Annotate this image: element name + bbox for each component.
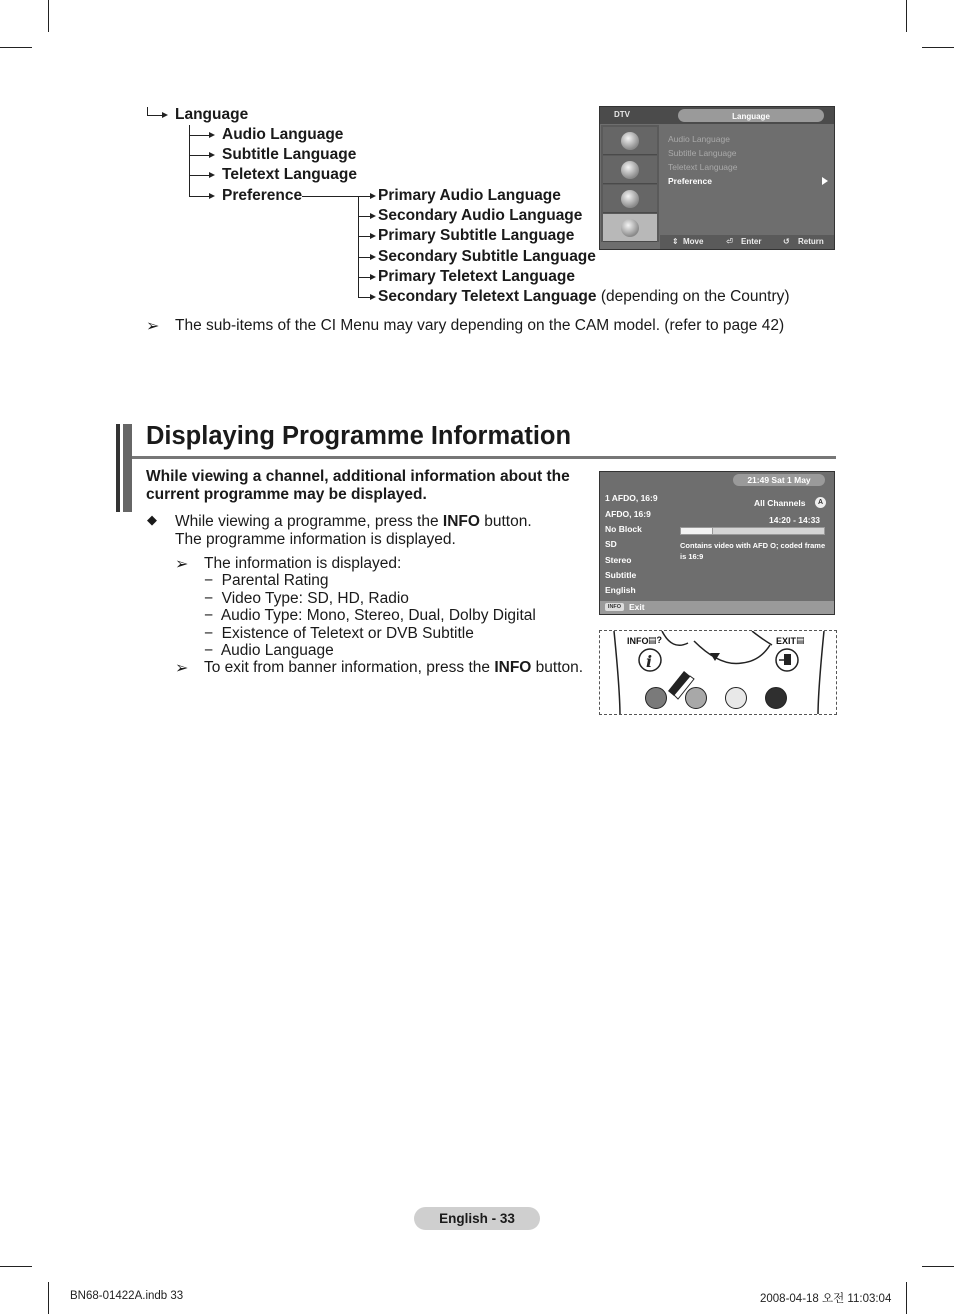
nav-enter: Enter [741,237,762,246]
menu-item-subtitle-language: Subtitle Language [668,148,737,158]
info-key-icon: INFO [605,603,624,611]
diamond-bullet-icon: ◆ [147,512,157,527]
info-banner-screen [599,471,835,615]
banner-bottom-bar [600,601,834,614]
step-line: While viewing a programme, press the INFO button. [175,513,532,530]
tree-arrow-icon [370,254,376,260]
tree-item-primary-audio: Primary Audio Language [378,187,561,204]
page-number: English - 33 [414,1207,540,1230]
nav-return: Return [798,237,824,246]
tree-connector [358,257,370,258]
crop-mark [906,0,907,32]
step-text [175,513,532,548]
banner-line: Stereo [605,555,632,565]
crop-mark [922,1266,954,1267]
remote-exit-icon: ▤ [796,635,805,645]
tree-arrow-icon [209,132,215,138]
programme-progress [680,527,825,535]
info-key-label: INFO [442,513,480,530]
intro-text [146,468,570,503]
exit-instruction: To exit from banner information, press the INFO button. [204,659,584,676]
antenna-badge: A [815,497,826,508]
print-timestamp: 2008-04-18 오전 11:03:04 [760,1293,892,1305]
green-button [685,687,707,709]
tree-connector [189,135,209,136]
programme-time: 14:20 - 14:33 [769,515,821,525]
tree-connector [358,196,370,197]
info-list-item: − Parental Rating [204,572,329,589]
tree-connector [358,236,370,237]
crop-mark [922,47,954,48]
sound-menu-icon [603,156,657,184]
menu-sidebar [601,125,659,242]
step-line: The programme information is displayed. [175,530,456,548]
svg-text:i: i [646,652,653,671]
tree-item-secondary-audio: Secondary Audio Language [378,207,583,224]
tv-language-menu [599,106,835,250]
banner-line: 1 AFDO, 16:9 [605,493,658,503]
blue-button [765,687,787,709]
tree-item-subtitle-language: Subtitle Language [222,146,357,163]
source-label: DTV [614,110,630,119]
note-arrow-icon: ➢ [175,660,189,677]
red-button [645,687,667,709]
menu-item-audio-language: Audio Language [668,134,730,144]
note-arrow-icon: ➢ [175,556,189,573]
tree-root-language: Language [175,106,249,123]
section-title: Displaying Programme Information [146,422,572,450]
info-list-item: − Audio Type: Mono, Stereo, Dual, Dolby Digital [204,607,536,624]
note-arrow-icon: ➢ [146,318,160,335]
tree-connector [189,196,209,197]
section-marker [123,424,132,512]
info-key-label: INFO [494,659,532,676]
setup-menu-icon [603,185,657,213]
tree-arrow-icon [209,152,215,158]
progress-fill [681,528,713,534]
tree-arrow-icon [370,294,376,300]
banner-exit: Exit [629,602,645,612]
crop-mark [48,1282,49,1314]
yellow-button [725,687,747,709]
info-list [204,572,536,660]
section-rule [132,456,836,459]
ci-menu-note: The sub-items of the CI Menu may vary depending on the CAM model. (refer to page 42) [175,317,785,334]
tree-connector [147,115,163,116]
tree-arrow-icon [370,213,376,219]
tree-arrow-icon [370,233,376,239]
tree-connector [358,297,370,298]
channel-list-label: All Channels [754,498,806,508]
tree-item-audio-language: Audio Language [222,126,344,143]
tree-connector [147,107,148,115]
tree-connector [358,277,370,278]
banner-line: No Block [605,524,642,534]
section-marker [116,424,120,512]
banner-line: AFDO, 16:9 [605,509,651,519]
tree-item-preference: Preference [222,187,303,204]
file-reference: BN68-01422A.indb 33 [70,1290,184,1302]
tree-item-secondary-teletext-label: Secondary Teletext Language [378,288,597,305]
crop-mark [48,0,49,32]
intro-line: While viewing a channel, additional information about the [146,468,570,485]
info-list-item: − Existence of Teletext or DVB Subtitle [204,624,474,642]
info-heading: The information is displayed: [204,555,402,572]
tree-item-primary-subtitle: Primary Subtitle Language [378,227,575,244]
programme-description: Contains video with AFD O; coded frame is 16:9 [680,541,826,561]
crop-mark [906,1282,907,1314]
move-icon: ⇕ [672,237,679,246]
submenu-arrow-icon [822,177,828,185]
menu-item-preference: Preference [668,176,712,186]
return-icon: ↺ [783,237,790,246]
menu-title: Language [678,109,824,122]
tree-arrow-icon [370,274,376,280]
intro-line: current programme may be displayed. [146,485,427,503]
tree-item-primary-teletext: Primary Teletext Language [378,268,575,285]
input-menu-icon [603,214,657,242]
tree-item-teletext-language: Teletext Language [222,166,357,183]
remote-exit-label: EXIT [776,636,797,646]
tree-connector [189,155,209,156]
crop-mark [0,1266,32,1267]
menu-top-bar [600,107,834,124]
info-list-item: − Video Type: SD, HD, Radio [204,589,409,607]
tree-item-secondary-teletext [378,288,790,306]
tree-arrow-icon [370,193,376,199]
nav-move: Move [683,237,704,246]
menu-item-teletext-language: Teletext Language [668,162,738,172]
picture-menu-icon [603,127,657,155]
remote-control [599,630,837,715]
tree-connector [358,216,370,217]
tree-connector [302,196,358,197]
tree-item-secondary-subtitle: Secondary Subtitle Language [378,248,596,265]
remote-info-label: INFO [627,636,649,646]
banner-line: Subtitle [605,570,637,580]
remote-info-icon: ▤? [648,635,663,645]
tree-connector [189,175,209,176]
tree-arrow-icon [162,112,168,118]
enter-icon: ⏎ [726,237,733,246]
country-note: (depending on the Country) [600,288,790,305]
menu-nav-bar [660,235,834,249]
info-list-item: − Audio Language [204,642,334,659]
banner-clock: 21:49 Sat 1 May [733,474,825,486]
tree-arrow-icon [209,172,215,178]
banner-line: English [605,585,636,595]
tree-connector [358,196,359,298]
banner-line: SD [605,539,617,549]
tree-arrow-icon [209,193,215,199]
crop-mark [0,47,32,48]
